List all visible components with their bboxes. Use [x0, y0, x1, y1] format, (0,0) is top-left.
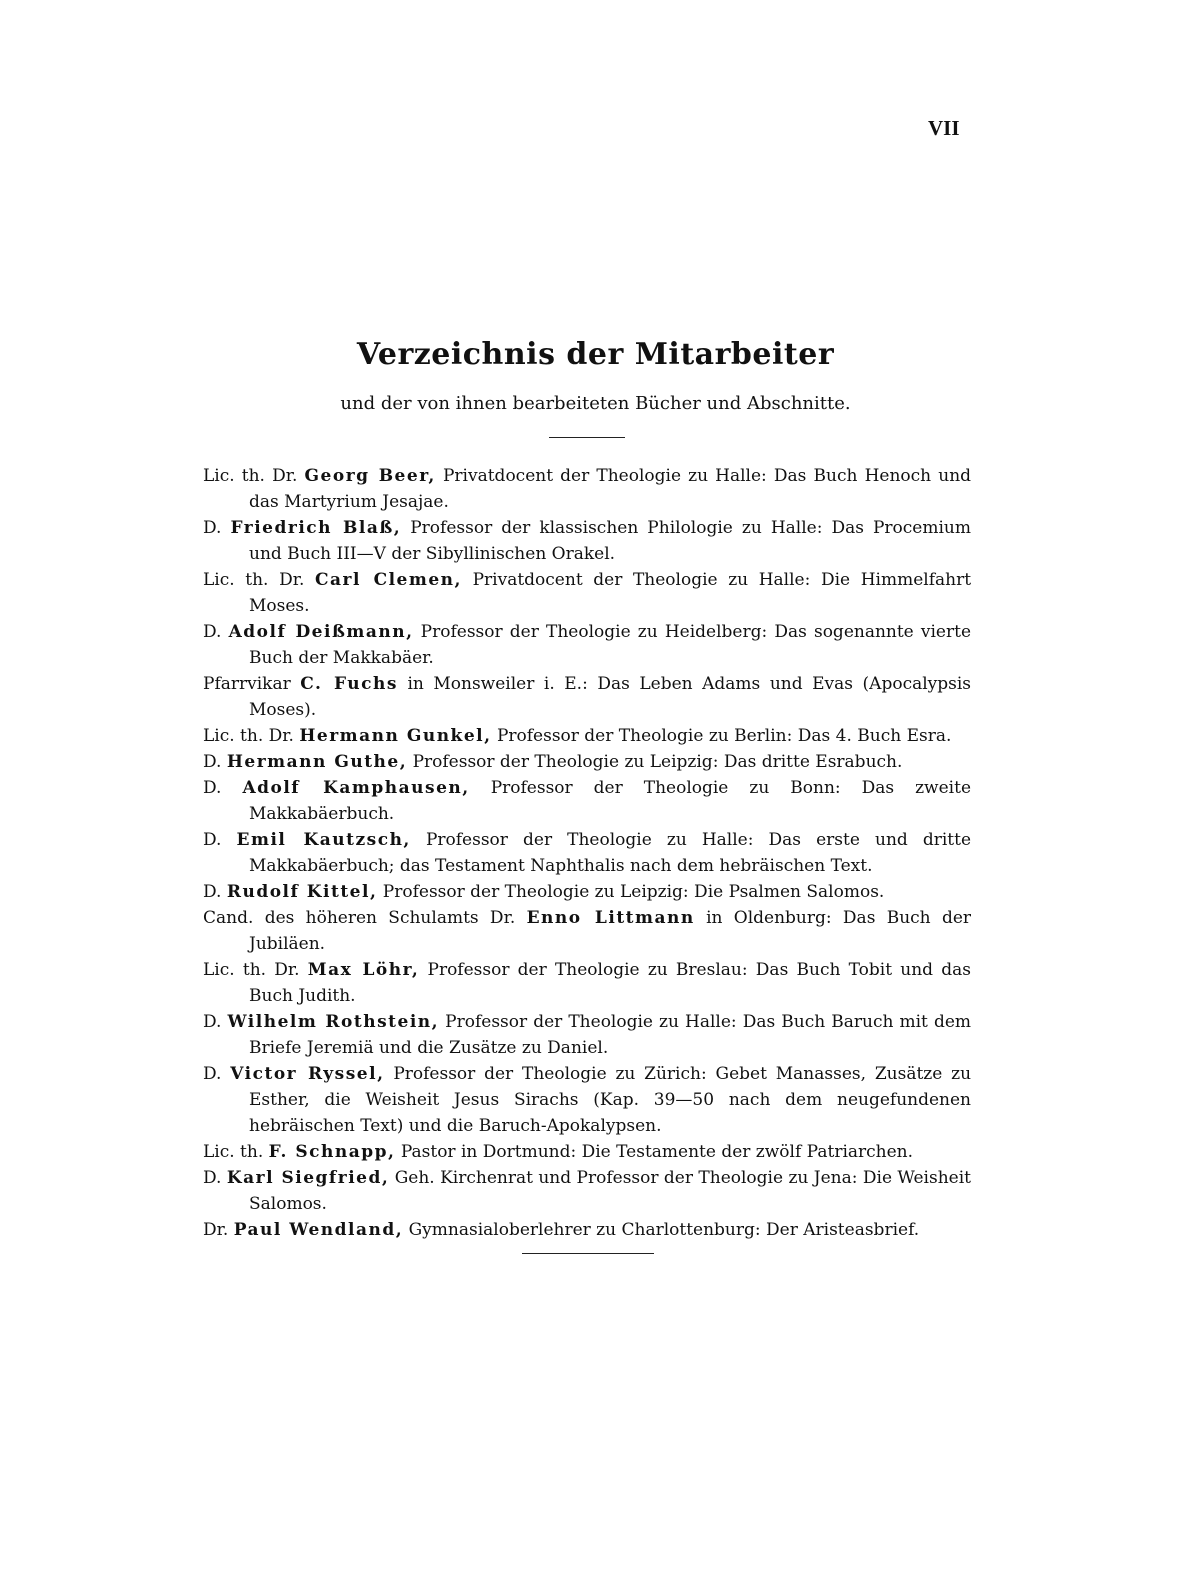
contributor-name: Victor Ryssel,	[230, 1064, 385, 1084]
contributor-entry	[203, 1009, 971, 1061]
page-title: Verzeichnis der Mitarbeiter	[356, 337, 835, 372]
contributor-entry	[203, 723, 971, 749]
contributor-list	[203, 463, 971, 1243]
contributor-name: Max Löhr,	[307, 960, 420, 980]
entry-prefix: D.	[203, 778, 222, 798]
contributor-name: F. Schnapp,	[268, 1142, 396, 1162]
contributor-name: Wilhelm Rothstein,	[227, 1012, 440, 1032]
entry-prefix: Lic. th.	[203, 1142, 264, 1162]
entry-prefix: D.	[203, 752, 222, 772]
entry-text: in Oldenburg: Das Buch der Jubiläen.	[249, 908, 972, 954]
entry-text: Gymnasialoberlehrer zu Charlottenburg: Der Aristeasbrief.	[408, 1220, 920, 1240]
contributor-entry	[203, 749, 971, 775]
entry-text: Professor der Theologie zu Halle: Das Buch Baruch mit dem Briefe Jeremiä und die Zusätze zu Daniel.	[249, 1012, 972, 1058]
entry-prefix: D.	[203, 518, 222, 538]
contributor-entry	[203, 879, 971, 905]
contributor-entry	[203, 1217, 971, 1243]
contributor-entry	[203, 671, 971, 723]
contributor-entry	[203, 567, 971, 619]
entry-prefix: Dr.	[203, 1220, 229, 1240]
entry-text: Professor der Theologie zu Zürich: Gebet Manasses, Zusätze zu Esther, die Weisheit Jesus Sirachs (Kap. 39—50 nach dem neugefundenen hebräischen Text) und die Baruch-Apokalypsen.	[249, 1064, 972, 1136]
entry-text: Privatdocent der Theologie zu Halle: Das Buch Henoch und das Martyrium Jesajae.	[249, 466, 972, 512]
contributor-name: Hermann Guthe,	[226, 752, 408, 772]
contributor-entry	[203, 515, 971, 567]
entry-text: Pastor in Dortmund: Die Testamente der zwölf Patriarchen.	[400, 1142, 914, 1162]
contributor-name: Karl Siegfried,	[226, 1168, 390, 1188]
contributor-name: Carl Clemen,	[314, 570, 462, 590]
contributor-name: Hermann Gunkel,	[299, 726, 492, 746]
entry-text: Professor der Theologie zu Leipzig: Die Psalmen Salomos.	[382, 882, 885, 902]
contributor-name: Adolf Kamphausen,	[242, 778, 470, 798]
entry-prefix: Lic. th. Dr.	[203, 570, 305, 590]
entry-text: Professor der Theologie zu Halle: Das erste und dritte Makkabäerbuch; das Testament Naphthalis nach dem hebräischen Text.	[249, 830, 972, 876]
contributor-entry	[203, 463, 971, 515]
entry-prefix: D.	[203, 882, 222, 902]
entry-prefix: D.	[203, 1012, 222, 1032]
contributor-entry	[203, 619, 971, 671]
top-divider	[549, 437, 625, 438]
contributor-name: Emil Kautzsch,	[236, 830, 411, 850]
entry-text: Professor der Theologie zu Breslau: Das Buch Tobit und das Buch Judith.	[249, 960, 971, 1006]
contributor-name: Paul Wendland,	[233, 1220, 404, 1240]
entry-prefix: Lic. th. Dr.	[203, 466, 298, 486]
contributor-entry	[203, 1139, 971, 1165]
entry-text: Privatdocent der Theologie zu Halle: Die Himmelfahrt Moses.	[249, 570, 972, 616]
contributor-name: Adolf Deißmann,	[228, 622, 414, 642]
contributor-entry	[203, 775, 971, 827]
contributor-entry	[203, 1061, 971, 1139]
contributor-entry	[203, 827, 971, 879]
entry-prefix: D.	[203, 1064, 222, 1084]
contributor-entry	[203, 905, 971, 957]
entry-text: Professor der Theologie zu Heidelberg: Das sogenannte vierte Buch der Makkabäer.	[249, 622, 972, 668]
page-subtitle: und der von ihnen bearbeiteten Bücher und Abschnitte.	[340, 393, 851, 414]
entry-text: Professor der Theologie zu Bonn: Das zweite Makkabäerbuch.	[249, 778, 971, 824]
page-number: VII	[928, 116, 960, 140]
contributor-entry	[203, 957, 971, 1009]
entry-text: in Monsweiler i. E.: Das Leben Adams und Evas (Apocalypsis Moses).	[249, 674, 972, 720]
entry-text: Professor der klassischen Philologie zu Halle: Das Procemium und Buch III—V der Sibyllinischen Orakel.	[249, 518, 971, 564]
entry-prefix: D.	[203, 830, 222, 850]
entry-prefix: Lic. th. Dr.	[203, 726, 294, 746]
entry-prefix: Pfarrvikar	[203, 674, 291, 694]
entry-prefix: D.	[203, 622, 222, 642]
contributor-entry	[203, 1165, 971, 1217]
contributor-name: Enno Littmann	[526, 908, 695, 928]
contributor-name: Georg Beer,	[304, 466, 436, 486]
entry-text: Professor der Theologie zu Berlin: Das 4. Buch Esra.	[496, 726, 952, 746]
entry-text: Professor der Theologie zu Leipzig: Das dritte Esrabuch.	[412, 752, 903, 772]
contributor-name: C. Fuchs	[300, 674, 398, 694]
contributor-name: Rudolf Kittel,	[226, 882, 378, 902]
entry-prefix: Cand. des höheren Schulamts Dr.	[203, 908, 516, 928]
entry-prefix: D.	[203, 1168, 222, 1188]
entry-text: Geh. Kirchenrat und Professor der Theologie zu Jena: Die Weisheit Salomos.	[249, 1168, 972, 1214]
bottom-divider	[522, 1253, 654, 1254]
contributor-name: Friedrich Blaß,	[230, 518, 402, 538]
entry-prefix: Lic. th. Dr.	[203, 960, 300, 980]
